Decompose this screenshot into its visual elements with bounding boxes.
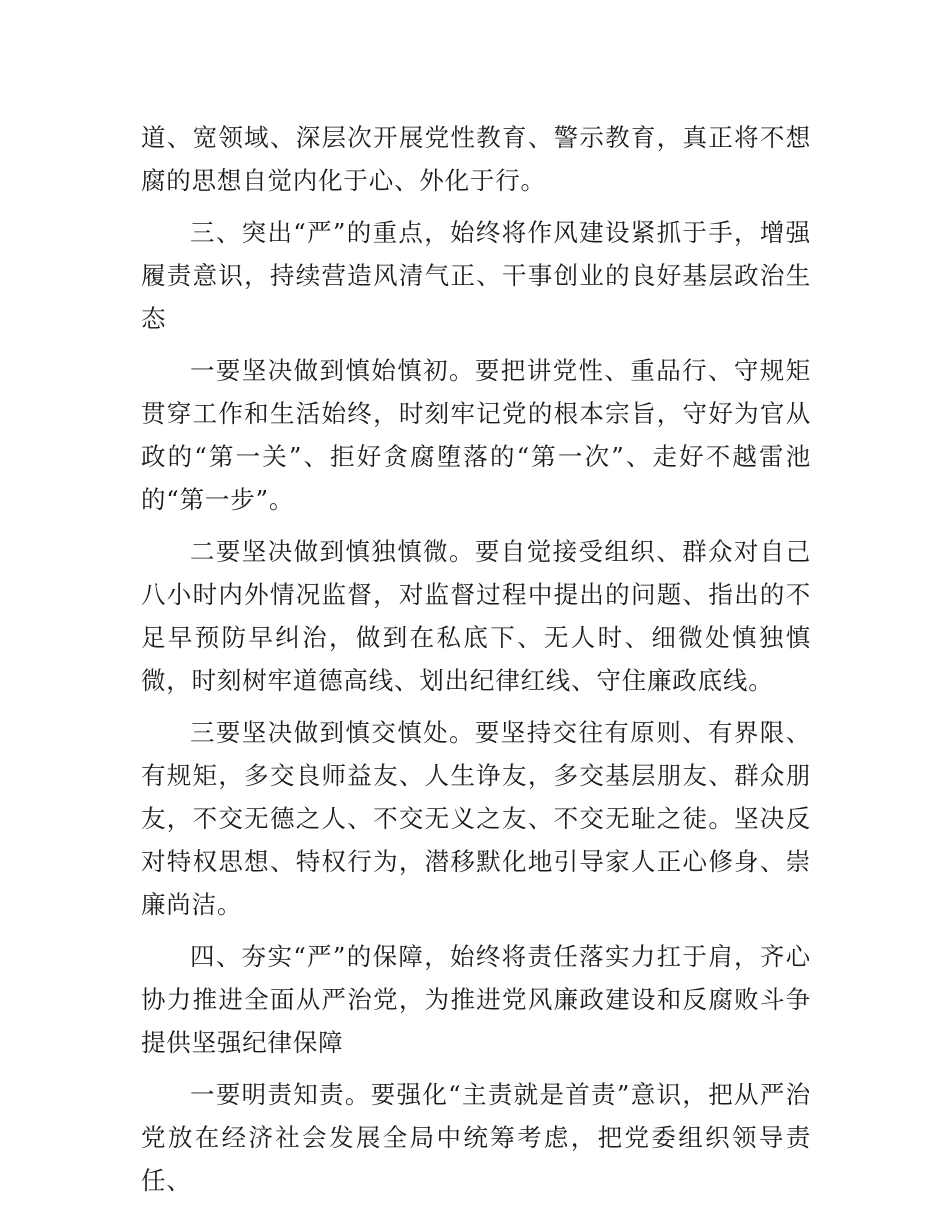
section-heading-4: 四、夯实“严”的保障，始终将责任落实力扛于肩，齐心协力推进全面从严治党，为推进党风廉政建设和反腐败斗争提供坚强纪律保障	[141, 942, 811, 1057]
paragraph-item-3-2: 二要坚决做到慎独慎微。要自觉接受组织、群众对自己八小时内外情况监督，对监督过程中提出的问题、指出的不足早预防早纠治，做到在私底下、无人时、细微处慎独慎微，时刻树牢道德高线、划出纪律红线、守住廉政底线。	[141, 537, 811, 695]
paragraph-item-3-3: 三要坚决做到慎交慎处。要坚持交往有原则、有界限、有规矩，多交良师益友、人生诤友，多交基层朋友、群众朋友，不交无德之人、不交无义之友、不交无耻之徒。坚决反对特权思想、特权行为，潜移默化地引导家人正心修身、崇廉尚洁。	[141, 718, 811, 919]
document-body	[141, 116, 811, 1211]
paragraph-continuation: 道、宽领域、深层次开展党性教育、警示教育，真正将不想腐的思想自觉内化于心、外化于行。	[141, 123, 811, 195]
paragraph-item-3-1: 一要坚决做到慎始慎初。要把讲党性、重品行、守规矩贯穿工作和生活始终，时刻牢记党的根本宗旨，守好为官从政的“第一关”、拒好贪腐堕落的“第一次”、走好不越雷池的“第一步”。	[141, 356, 811, 514]
section-heading-3: 三、突出“严”的重点，始终将作风建设紧抓于手，增强履责意识，持续营造风清气正、干事创业的良好基层政治生态	[141, 218, 811, 333]
paragraph-item-4-1: 一要明责知责。要强化“主责就是首责”意识，把从严治党放在经济社会发展全局中统筹考虑，把党委组织领导责任、	[141, 1080, 811, 1195]
